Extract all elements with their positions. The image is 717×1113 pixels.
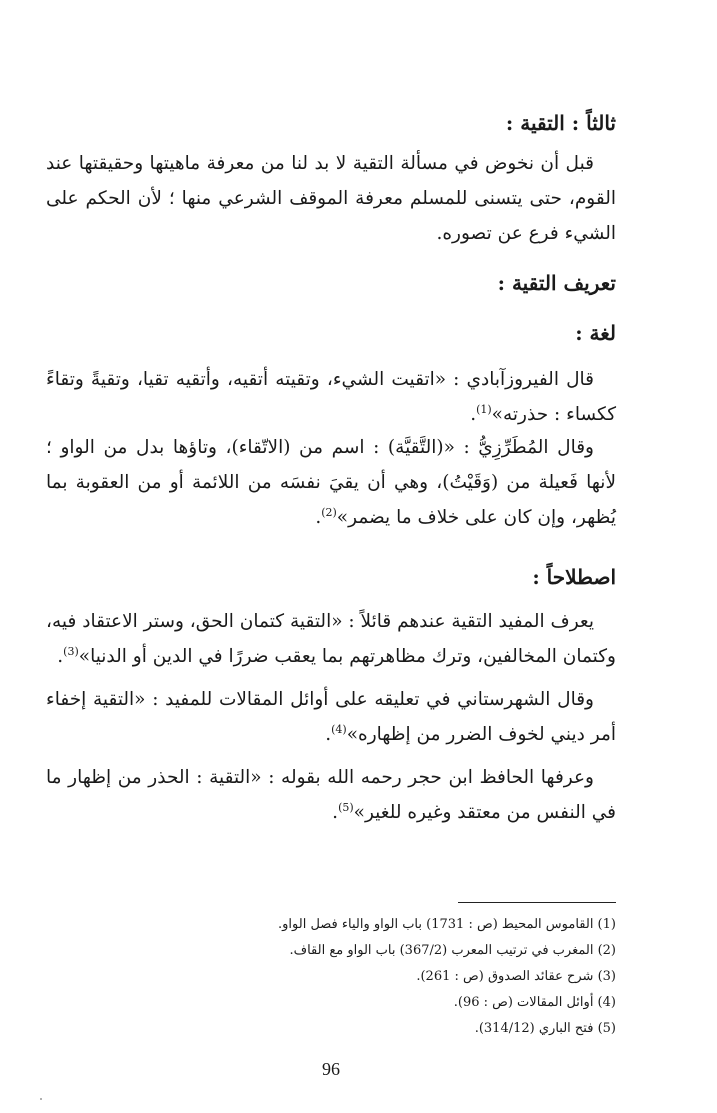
document-page: [46, 96, 616, 1106]
section-heading: ثالثاً : التقية :: [505, 111, 616, 135]
footnote-ref: (2): [321, 505, 337, 519]
footnote-ref: (1): [476, 402, 492, 416]
footnote-ref: (3): [63, 644, 79, 658]
paragraph-end: .: [315, 507, 322, 528]
footnote-ref: (4): [331, 722, 347, 736]
page-number: 96: [322, 1059, 340, 1079]
paragraph-mutarrizi: [46, 430, 616, 535]
paragraph-end: .: [470, 404, 477, 425]
footnote-4: (4) أوائل المقالات (ص : 96).: [453, 995, 616, 1010]
paragraph-firuzabadi: [46, 362, 616, 432]
paragraph-end: .: [332, 802, 339, 823]
paragraph-shahrastani: [46, 682, 616, 752]
paragraph-end: .: [325, 724, 332, 745]
paragraph-text: وقال المُطَرِّزِيُّ : «(التَّقيَّة) : اسم من (الاتّقاء)، وتاؤها بدل من الواو ؛ لأنها فَعيلة من (وَقَيْتُ)، وهي أن يقيَ نفسَه من اللائمة أو من العقوبة بما يُظهر، وإن كان على خلاف ما يضمر»: [46, 437, 616, 528]
footnote-1: (1) القاموس المحيط (ص : 1731) باب الواو والياء فصل الواو.: [278, 917, 616, 932]
paragraph-text: يعرف المفيد التقية عندهم قائلاً : «التقية كتمان الحق، وستر الاعتقاد فيه، وكتمان المخالفين، وترك مظاهرتهم بما يعقب ضررًا في الدين أو الدنيا»: [46, 611, 616, 667]
footnote-2: (2) المغرب في ترتيب المعرب (367/2) باب الواو مع القاف.: [289, 943, 616, 958]
paragraph-end: .: [57, 646, 64, 667]
paragraph-mufid: [46, 604, 616, 674]
footnotes: [46, 912, 616, 1042]
footnote-separator: [458, 902, 616, 903]
linguistic-heading: لغة :: [575, 321, 616, 345]
paragraph-text: قال الفيروزآبادي : «اتقيت الشيء، وتقيته أتقيه، وأتقيه تقيا، وتقيةً وتقاءً ككساء : حذرته»: [46, 369, 616, 425]
paragraph-text: وقال الشهرستاني في تعليقه على أوائل المقالات للمفيد : «التقية إخفاء أمر ديني لخوف الضرر من إظهاره»: [46, 689, 616, 745]
intro-paragraph: قبل أن نخوض في مسألة التقية لا بد لنا من معرفة ماهيتها وحقيقتها عند القوم، حتى يتسنى للمسلم معرفة الموقف الشرعي منها ؛ لأن الحكم على الشيء فرع عن تصوره.: [46, 153, 616, 244]
definition-heading: تعريف التقية :: [497, 271, 616, 295]
footnote-5: (5) فتح الباري (314/12).: [474, 1021, 616, 1036]
terminology-heading: اصطلاحاً :: [532, 565, 616, 589]
footnote-3: (3) شرح عقائد الصدوق (ص : 261).: [416, 969, 616, 984]
scan-speck: [40, 1098, 42, 1100]
footnote-ref: (5): [338, 800, 354, 814]
paragraph-ibn-hajar: [46, 760, 616, 830]
paragraph-text: وعرفها الحافظ ابن حجر رحمه الله بقوله : «التقية : الحذر من إظهار ما في النفس من معتقد وغيره للغير»: [46, 767, 616, 823]
